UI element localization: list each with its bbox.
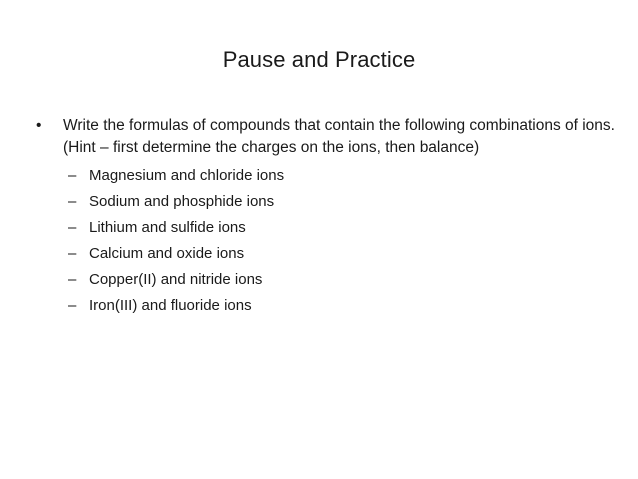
slide-title: Pause and Practice [222,47,416,72]
sub-item-text: Lithium and sulfide ions [89,219,246,236]
dash-marker: – [68,219,77,236]
sub-item-magnesium-chloride [36,163,616,189]
main-bullet [36,115,616,159]
sub-item-iron-fluoride [36,293,616,319]
main-bullet-text: Write the formulas of compounds that contain the following combinations of ions. (Hint – first determine the charges on the ions, then balance) [63,117,615,156]
sub-item-text: Magnesium and chloride ions [89,167,285,184]
dash-marker: – [68,245,77,262]
bullet-block [36,115,616,319]
dash-marker: – [68,297,77,314]
dash-marker: – [68,271,77,288]
sub-item-text: Iron(III) and fluoride ions [89,297,252,314]
bullet-marker: • [36,117,42,134]
sub-item-lithium-sulfide [36,215,616,241]
sub-item-copper-nitride [36,267,616,293]
sub-item-sodium-phosphide [36,189,616,215]
sub-item-text: Sodium and phosphide ions [89,193,275,210]
sub-item-text: Copper(II) and nitride ions [89,271,263,288]
dash-marker: – [68,167,77,184]
sub-item-calcium-oxide [36,241,616,267]
sub-list [36,163,616,319]
dash-marker: – [68,193,77,210]
sub-item-text: Calcium and oxide ions [89,245,245,262]
